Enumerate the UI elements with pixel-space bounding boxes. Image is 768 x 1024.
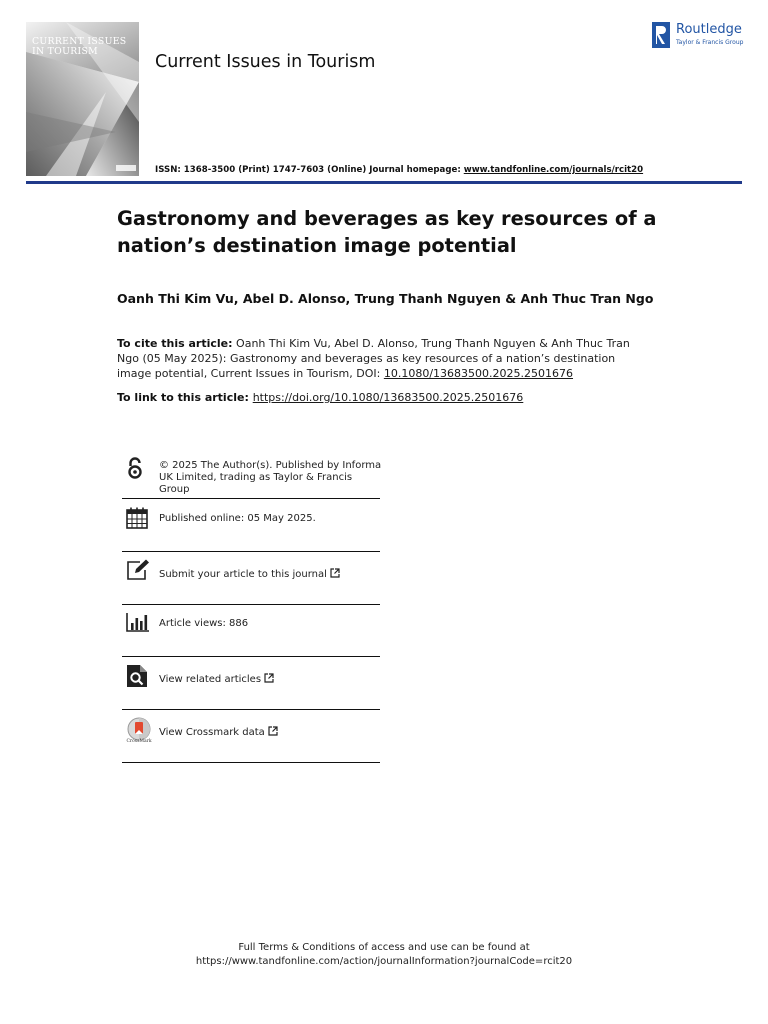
cover-journal-title: CURRENT ISSUES IN TOURISM [32, 36, 127, 57]
article-link-block [117, 390, 647, 405]
doi-link[interactable]: 10.1080/13683500.2025.2501676 [383, 367, 574, 380]
bar-chart-icon [126, 612, 150, 632]
citation-block [117, 336, 647, 381]
cite-text: Oanh Thi Kim Vu, Abel D. Alonso, Trung Thanh Nguyen & Anh Thuc Tran Ngo (05 May 2025): Gastronomy and beverages as key resources of a nation’s destination image potential, Current Issues in Tourism, DOI: [117, 337, 630, 380]
external-link-icon [330, 568, 340, 578]
publisher-name: Routledge [676, 22, 742, 37]
header-divider [26, 181, 742, 184]
published-row [122, 504, 380, 550]
submit-article-row[interactable] [122, 556, 380, 603]
crossmark-logo-text: CrossMark [126, 739, 152, 744]
related-articles-row[interactable] [122, 661, 380, 708]
journal-homepage-link[interactable]: www.tandfonline.com/journals/rcit20 [463, 165, 644, 175]
link-label: To link to this article: [117, 391, 253, 404]
cite-label: To cite this article: [117, 337, 233, 350]
routledge-logo-icon [652, 22, 670, 48]
open-access-text: © 2025 The Author(s). Published by Informa UK Limited, trading as Taylor & Francis Group [159, 460, 382, 495]
publisher-logo [652, 22, 747, 50]
open-access-icon [126, 456, 144, 480]
submit-article-label: Submit your article to this journal [159, 569, 327, 580]
search-document-icon [126, 664, 148, 688]
crossmark-row[interactable] [122, 714, 380, 761]
issn-line [155, 165, 643, 175]
row-divider [122, 709, 380, 710]
edit-icon [126, 559, 150, 581]
row-divider [122, 762, 380, 763]
external-link-icon [264, 673, 274, 683]
submit-article-link[interactable] [159, 568, 340, 581]
article-views-text: Article views: 886 [159, 618, 249, 629]
open-access-row [122, 454, 380, 498]
publisher-subtitle: Taylor & Francis Group [676, 39, 744, 46]
article-views-row [122, 609, 380, 655]
row-divider [122, 498, 380, 499]
article-title: Gastronomy and beverages as key resources of a nation’s destination image potential [117, 207, 657, 257]
footer [0, 941, 768, 969]
related-articles-link[interactable] [159, 673, 274, 686]
issn-text: ISSN: 1368-3500 (Print) 1747-7603 (Online) Journal homepage: [155, 165, 464, 175]
external-link-icon [268, 726, 278, 736]
row-divider [122, 656, 380, 657]
article-url-link[interactable]: https://doi.org/10.1080/13683500.2025.2501676 [252, 391, 524, 404]
published-date-text: Published online: 05 May 2025. [159, 513, 316, 524]
crossmark-link[interactable] [159, 726, 278, 739]
footer-terms-url[interactable]: https://www.tandfonline.com/action/journalInformation?journalCode=rcit20 [195, 956, 573, 967]
row-divider [122, 604, 380, 605]
row-divider [122, 551, 380, 552]
calendar-icon [126, 507, 148, 529]
related-articles-label: View related articles [159, 674, 262, 685]
journal-name: Current Issues in Tourism [155, 52, 376, 72]
journal-cover-image [26, 22, 139, 176]
crossmark-label: View Crossmark data [159, 727, 265, 738]
article-authors: Oanh Thi Kim Vu, Abel D. Alonso, Trung Thanh Nguyen & Anh Thuc Tran Ngo [117, 291, 654, 306]
footer-terms-text: Full Terms & Conditions of access and use can be found at [238, 942, 530, 953]
